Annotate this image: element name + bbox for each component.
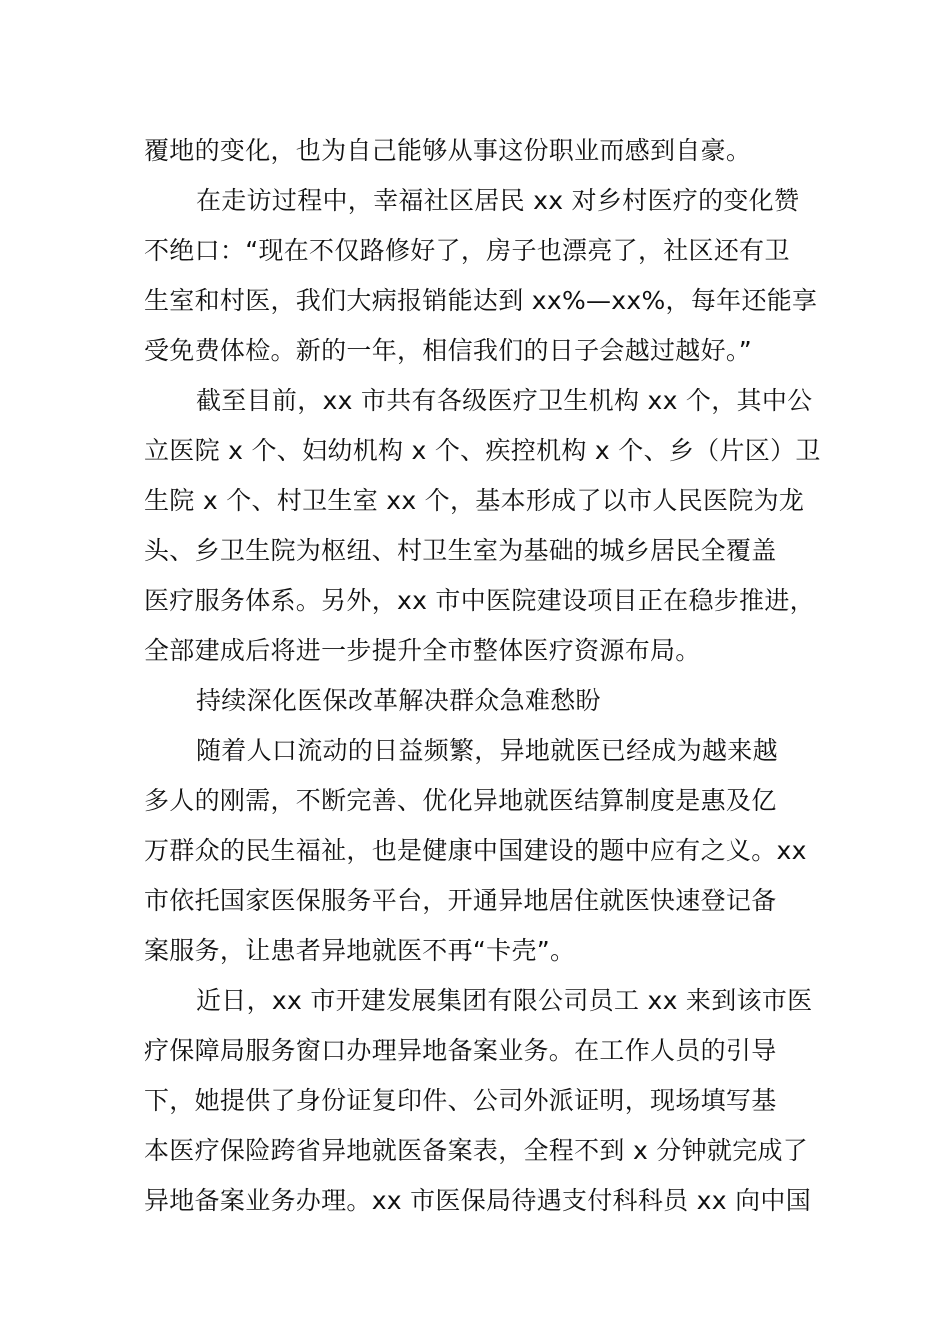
text-line: 生院 x 个、村卫生室 xx 个，基本形成了以市人民医院为龙 bbox=[144, 486, 805, 515]
text-line: 医疗服务体系。另外，xx 市中医院建设项目正在稳步推进， bbox=[144, 586, 815, 615]
text-line: 近日，xx 市开建发展集团有限公司员工 xx 来到该市医 bbox=[196, 986, 813, 1015]
text-line: 不绝口：“现在不仅路修好了，房子也漂亮了，社区还有卫 bbox=[144, 236, 790, 265]
text-line: 覆地的变化，也为自己能够从事这份职业而感到自豪。 bbox=[144, 136, 752, 165]
text-line: 全部建成后将进一步提升全市整体医疗资源布局。 bbox=[144, 636, 701, 665]
body-text bbox=[144, 126, 834, 1226]
text-line: 市依托国家医保服务平台，开通异地居住就医快速登记备 bbox=[144, 886, 777, 915]
text-line: 受免费体检。新的一年，相信我们的日子会越过越好。” bbox=[144, 336, 752, 365]
text-line: 案服务，让患者异地就医不再“卡壳”。 bbox=[144, 936, 576, 965]
text-line: 头、乡卫生院为枢纽、村卫生室为基础的城乡居民全覆盖 bbox=[144, 536, 777, 565]
text-line: 疗保障局服务窗口办理异地备案业务。在工作人员的引导 bbox=[144, 1036, 777, 1065]
text-line: 在走访过程中，幸福社区居民 xx 对乡村医疗的变化赞 bbox=[196, 186, 800, 215]
text-line: 万群众的民生福祉，也是健康中国建设的题中应有之义。xx bbox=[144, 836, 807, 865]
text-line: 截至目前，xx 市共有各级医疗卫生机构 xx 个，其中公 bbox=[196, 386, 813, 415]
text-line: 生室和村医，我们大病报销能达到 xx%—xx%，每年还能享 bbox=[144, 286, 818, 315]
text-line: 本医疗保险跨省异地就医备案表，全程不到 x 分钟就完成了 bbox=[144, 1136, 809, 1165]
text-line: 多人的刚需，不断完善、优化异地就医结算制度是惠及亿 bbox=[144, 786, 777, 815]
text-line: 立医院 x 个、妇幼机构 x 个、疾控机构 x 个、乡（片区）卫 bbox=[144, 436, 821, 465]
section-heading: 持续深化医保改革解决群众急难愁盼 bbox=[196, 686, 601, 715]
text-line: 异地备案业务办理。xx 市医保局待遇支付科科员 xx 向中国 bbox=[144, 1186, 812, 1215]
text-line: 下，她提供了身份证复印件、公司外派证明，现场填写基 bbox=[144, 1086, 777, 1115]
text-line: 随着人口流动的日益频繁，异地就医已经成为越来越 bbox=[196, 736, 778, 765]
